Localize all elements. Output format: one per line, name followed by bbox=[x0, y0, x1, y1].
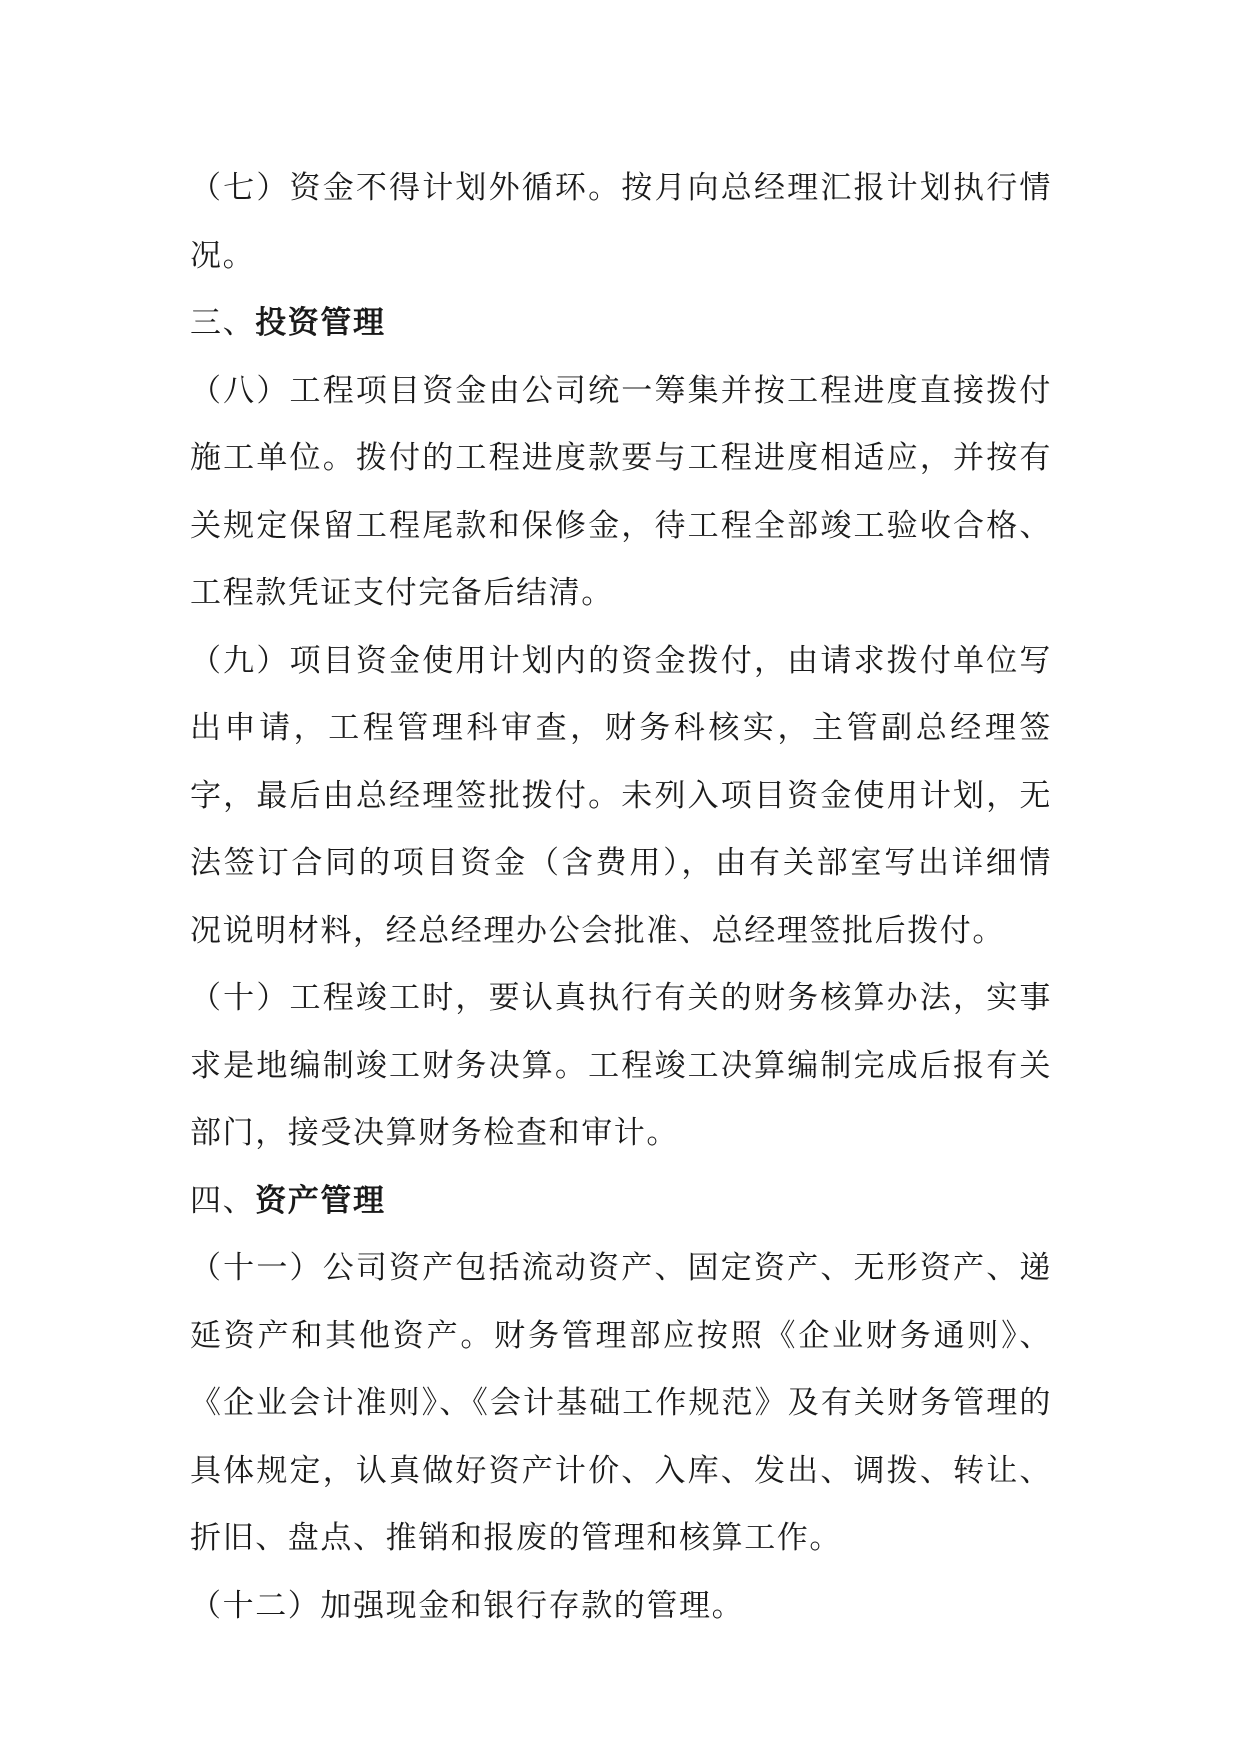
paragraph-8: （八）工程项目资金由公司统一筹集并按工程进度直接拨付施工单位。拨付的工程进度款要与工程进度相适应，并按有关规定保留工程尾款和保修金，待工程全部竣工验收合格、工程款凭证支付完备后结清。 bbox=[190, 372, 1052, 611]
section-number: 三、 bbox=[190, 305, 256, 341]
paragraph-11: （十一）公司资产包括流动资产、固定资产、无形资产、递延资产和其他资产。财务管理部应按照《企业财务通则》、《企业会计准则》、《会计基础工作规范》及有关财务管理的具体规定，认真做好资产计价、入库、发出、调拨、转让、折旧、盘点、推销和报废的管理和核算工作。 bbox=[190, 1250, 1052, 1556]
section-heading-assets bbox=[190, 1168, 1052, 1236]
paragraph-12: （十二）加强现金和银行存款的管理。 bbox=[190, 1587, 745, 1624]
section-heading-investment bbox=[190, 290, 1052, 358]
section-number: 四、 bbox=[190, 1182, 256, 1219]
section-title: 投资管理 bbox=[255, 305, 386, 341]
paragraph-10: （十）工程竣工时，要认真执行有关的财务核算办法，实事求是地编制竣工财务决算。工程竣工决算编制完成后报有关部门，接受决算财务检查和审计。 bbox=[190, 980, 1052, 1151]
section-title: 资产管理 bbox=[255, 1182, 386, 1219]
paragraph-9: （九）项目资金使用计划内的资金拨付，由请求拨付单位写出申请，工程管理科审查，财务科核实，主管副总经理签字，最后由总经理签批拨付。未列入项目资金使用计划，无法签订合同的项目资金（含费用），由有关部室写出详细情况说明材料，经总经理办公会批准、总经理签批后拨付。 bbox=[190, 642, 1052, 949]
paragraph-7: （七）资金不得计划外循环。按月向总经理汇报计划执行情况。 bbox=[190, 170, 1052, 274]
document-body bbox=[190, 155, 1052, 1640]
